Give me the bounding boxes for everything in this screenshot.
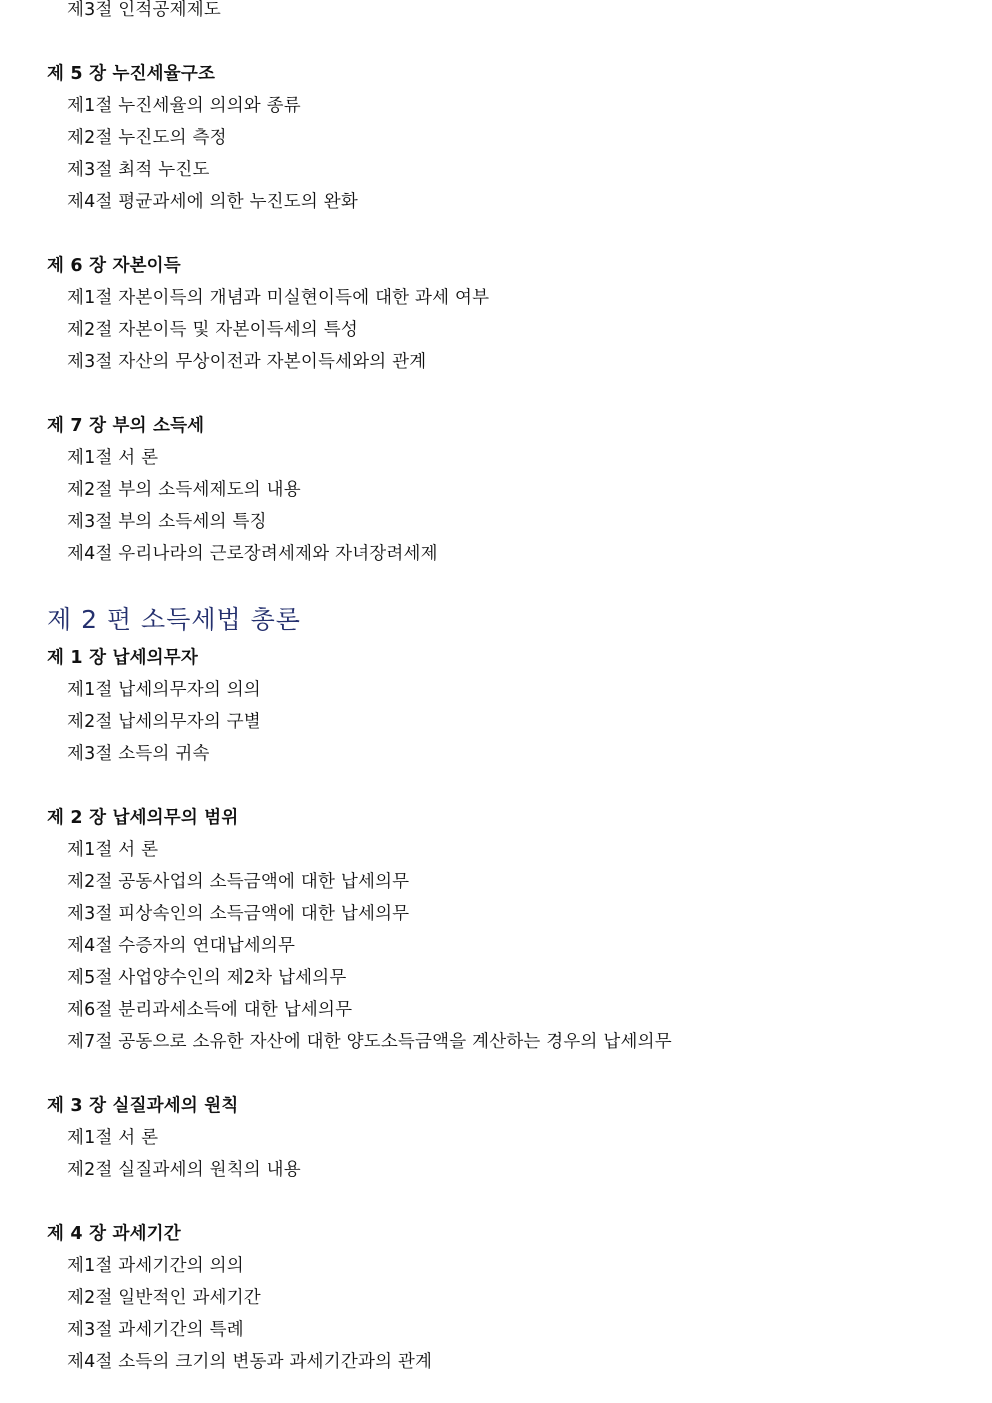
toc-section: 제1절 서 론 <box>67 1128 159 1148</box>
toc-section: 제2절 누진도의 측정 <box>67 128 227 148</box>
toc-chapter: 제 1 장 납세의무자 <box>47 648 198 668</box>
toc-section: 제2절 공동사업의 소득금액에 대한 납세의무 <box>67 872 410 892</box>
toc-chapter: 제 2 장 납세의무의 범위 <box>47 808 239 828</box>
toc-section: 제3절 과세기간의 특례 <box>67 1320 244 1340</box>
toc-section: 제6절 분리과세소득에 대한 납세의무 <box>67 1000 353 1020</box>
toc-part-title: 제 2 편 소득세법 총론 <box>47 605 301 634</box>
toc-section: 제2절 실질과세의 원칙의 내용 <box>67 1160 301 1180</box>
toc-chapter: 제 3 장 실질과세의 원칙 <box>47 1096 239 1116</box>
toc-section: 제3절 최적 누진도 <box>67 160 210 180</box>
toc-section: 제4절 우리나라의 근로장려세제와 자녀장려세제 <box>67 544 438 564</box>
toc-section: 제1절 서 론 <box>67 448 159 468</box>
toc-chapter: 제 6 장 자본이득 <box>47 256 181 276</box>
toc-section: 제4절 평균과세에 의한 누진도의 완화 <box>67 192 358 212</box>
toc-section: 제2절 납세의무자의 구별 <box>67 712 261 732</box>
toc-section: 제3절 자산의 무상이전과 자본이득세와의 관계 <box>67 352 427 372</box>
toc-section: 제1절 자본이득의 개념과 미실현이득에 대한 과세 여부 <box>67 288 490 308</box>
toc-chapter: 제 5 장 누진세율구조 <box>47 64 216 84</box>
toc-section: 제2절 자본이득 및 자본이득세의 특성 <box>67 320 358 340</box>
toc-section: 제2절 부의 소득세제도의 내용 <box>67 480 301 500</box>
toc-section: 제1절 납세의무자의 의의 <box>67 680 261 700</box>
toc-section: 제3절 소득의 귀속 <box>67 744 210 764</box>
toc-section: 제3절 부의 소득세의 특징 <box>67 512 267 532</box>
toc-section: 제1절 과세기간의 의의 <box>67 1256 244 1276</box>
toc-chapter: 제 4 장 과세기간 <box>47 1224 181 1244</box>
toc-section: 제1절 누진세율의 의의와 종류 <box>67 96 301 116</box>
toc-section: 제5절 사업양수인의 제2차 납세의무 <box>67 968 347 988</box>
toc-chapter: 제 7 장 부의 소득세 <box>47 416 205 436</box>
toc-section: 제4절 수증자의 연대납세의무 <box>67 936 296 956</box>
toc-section: 제7절 공동으로 소유한 자산에 대한 양도소득금액을 계산하는 경우의 납세의무 <box>67 1032 672 1052</box>
toc-section: 제2절 일반적인 과세기간 <box>67 1288 261 1308</box>
toc-section: 제1절 서 론 <box>67 840 159 860</box>
toc-section: 제4절 소득의 크기의 변동과 과세기간과의 관계 <box>67 1352 433 1372</box>
toc-section: 제3절 피상속인의 소득금액에 대한 납세의무 <box>67 904 410 924</box>
toc-section: 제3절 인적공제제도 <box>67 0 221 20</box>
